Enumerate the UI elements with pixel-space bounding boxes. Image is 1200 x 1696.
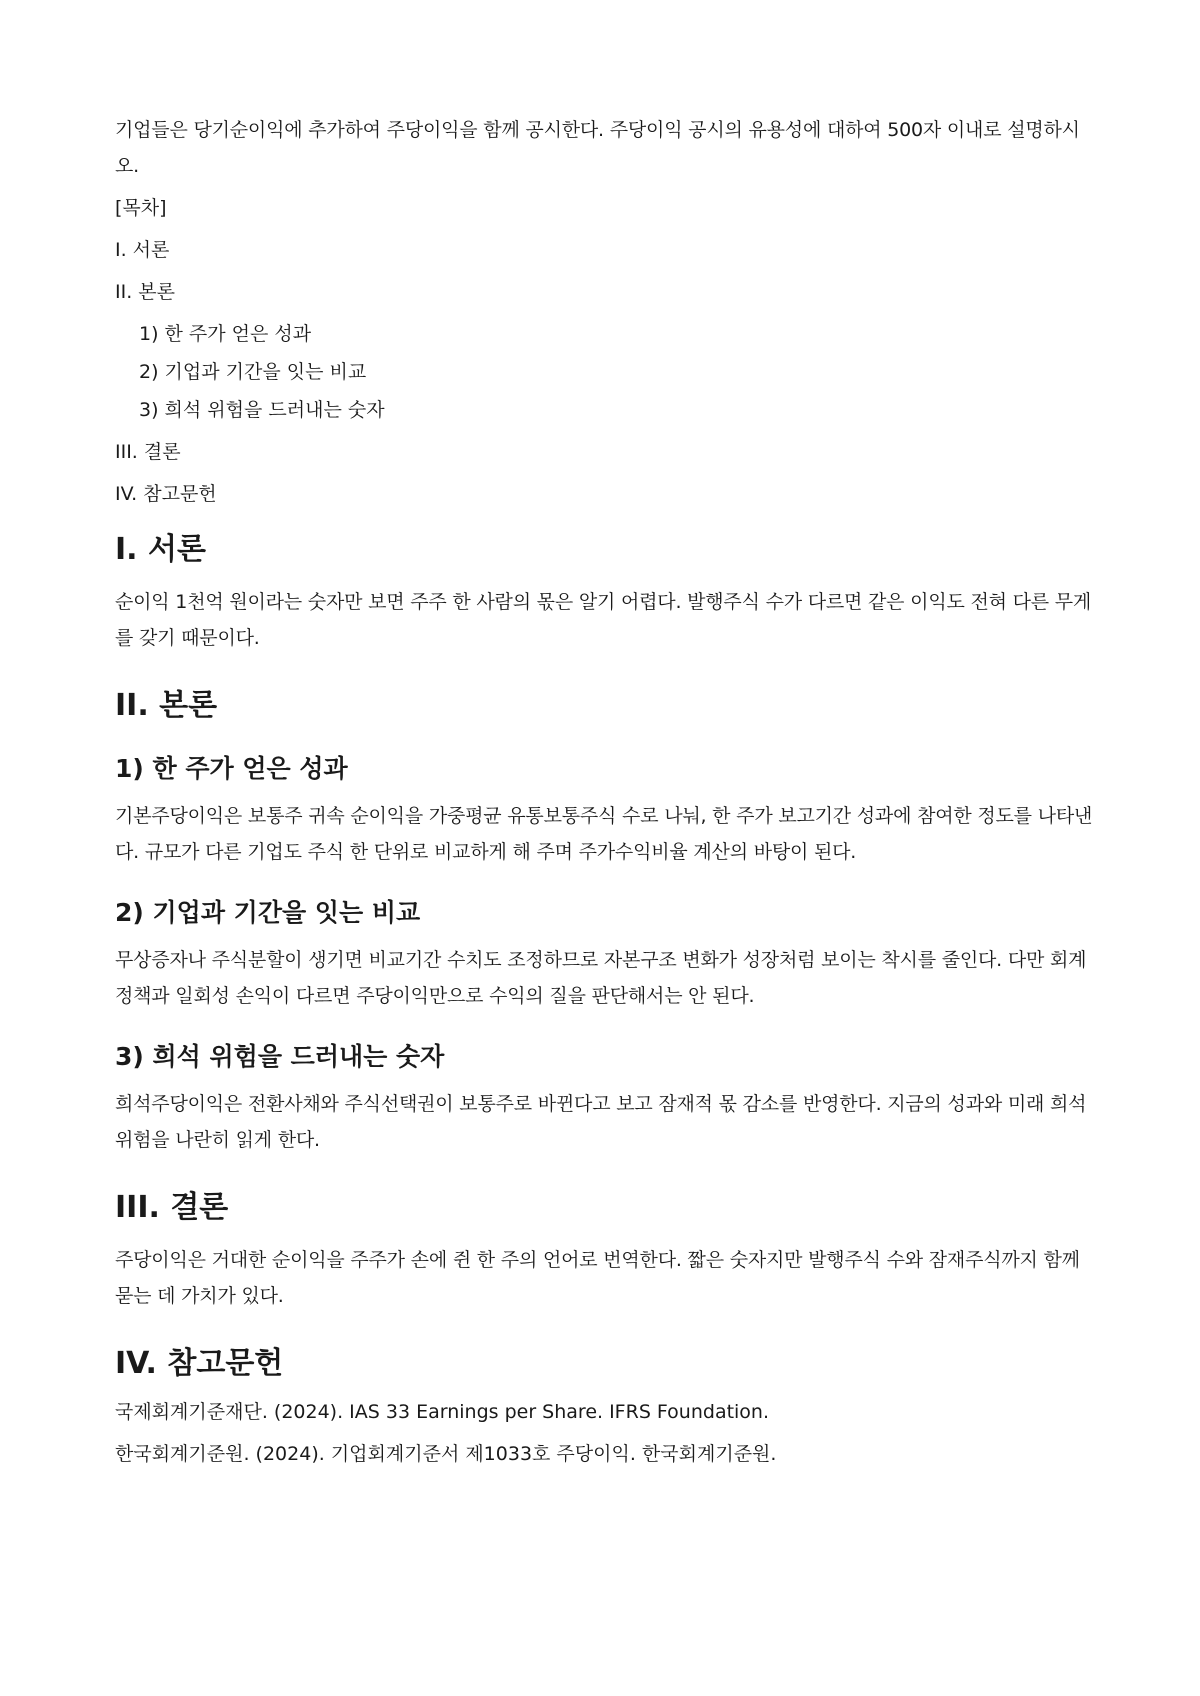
subsection-text-2: 무상증자나 주식분할이 생기면 비교기간 수치도 조정하므로 자본구조 변화가 성장처럼 보이는 착시를 줄인다. 다만 회계정책과 일회성 손익이 다르면 주당이익만으로 수익의 질을 판단해서는 안 된다.	[115, 949, 1087, 1007]
table-of-contents	[115, 194, 1098, 508]
section-title-body: II. 본론	[115, 688, 218, 723]
section-references	[115, 1344, 1098, 1468]
intro-text: 순이익 1천억 원이라는 숫자만 보면 주주 한 사람의 몫은 알기 어렵다. 발행주식 수가 다르면 같은 이익도 전혀 다른 무게를 갖기 때문이다.	[115, 591, 1092, 649]
toc-item-body: II. 본론	[115, 281, 175, 303]
conclusion-text: 주당이익은 거대한 순이익을 주주가 손에 쥔 한 주의 언어로 번역한다. 짧은 숫자지만 발행주식 수와 잠재주식까지 함께 묻는 데 가치가 있다.	[115, 1249, 1080, 1307]
subsection-text-3: 희석주당이익은 전환사채와 주식선택권이 보통주로 바뀐다고 보고 잠재적 몫 감소를 반영한다. 지금의 성과와 미래 희석위험을 나란히 읽게 한다.	[115, 1093, 1087, 1151]
section-intro	[115, 530, 1098, 656]
toc-item-references: IV. 참고문헌	[115, 483, 217, 505]
section-body	[115, 686, 1098, 1158]
toc-subitem-3: 3) 희석 위험을 드러내는 숫자	[139, 399, 385, 421]
toc-subitem-1: 1) 한 주가 얻은 성과	[139, 323, 312, 345]
reference-item-2: 한국회계기준원. (2024). 기업회계기준서 제1033호 주당이익. 한국회계기준원.	[115, 1443, 777, 1465]
section-title-intro: I. 서론	[115, 532, 206, 567]
toc-heading: [목차]	[115, 197, 167, 219]
subsection-title-3: 3) 희석 위험을 드러내는 숫자	[115, 1042, 445, 1071]
assignment-prompt: 기업들은 당기순이익에 추가하여 주당이익을 함께 공시한다. 주당이익 공시의 유용성에 대하여 500자 이내로 설명하시오.	[115, 119, 1080, 177]
reference-item-1: 국제회계기준재단. (2024). IAS 33 Earnings per Share. IFRS Foundation.	[115, 1401, 770, 1423]
toc-item-conclusion: III. 결론	[115, 441, 181, 463]
section-conclusion	[115, 1188, 1098, 1314]
toc-subitem-2: 2) 기업과 기간을 잇는 비교	[139, 361, 367, 383]
section-title-references: IV. 참고문헌	[115, 1346, 284, 1381]
subsection-title-2: 2) 기업과 기간을 잇는 비교	[115, 898, 421, 927]
subsection-title-1: 1) 한 주가 얻은 성과	[115, 754, 348, 783]
toc-item-intro: I. 서론	[115, 239, 170, 261]
section-title-conclusion: III. 결론	[115, 1190, 229, 1225]
subsection-text-1: 기본주당이익은 보통주 귀속 순이익을 가중평균 유통보통주식 수로 나눠, 한 주가 보고기간 성과에 참여한 정도를 나타낸다. 규모가 다른 기업도 주식 한 단위로 비교하게 해 주며 주가수익비율 계산의 바탕이 된다.	[115, 805, 1093, 863]
